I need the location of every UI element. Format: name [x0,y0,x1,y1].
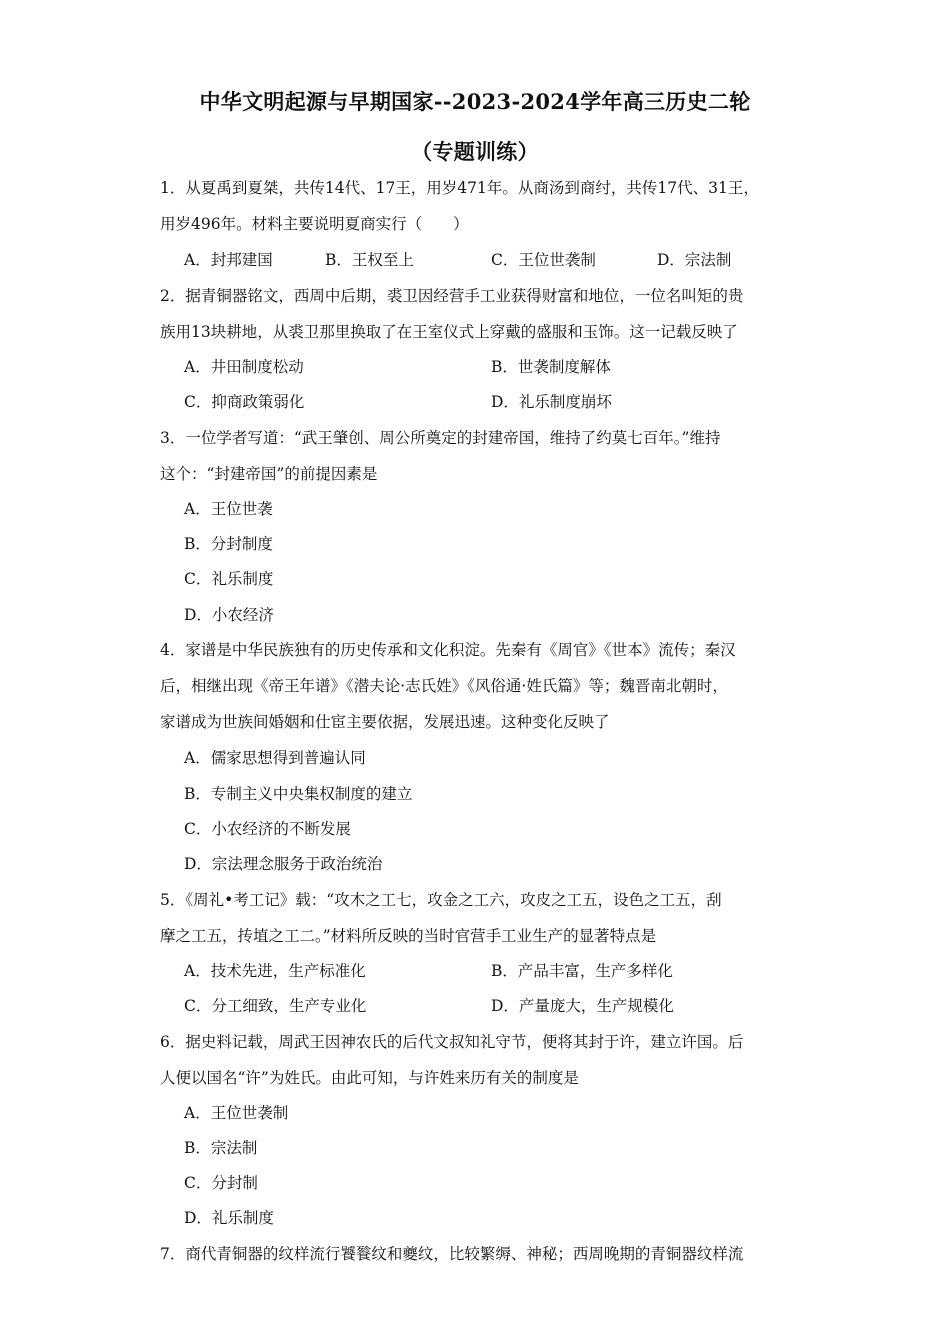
question-3-option-b: B．分封制度 [184,535,273,553]
question-1-line-2: 用岁496年。材料主要说明夏商实行（ ） [160,215,469,233]
question-3-option-a: A．王位世袭 [184,500,273,518]
question-6-line-2: 人便以国名“许”为姓氏。由此可知，与许姓来历有关的制度是 [160,1069,579,1087]
question-1-option-c: C．王位世袭制 [491,251,596,269]
question-3-option-c: C．礼乐制度 [184,570,274,588]
question-6-option-c: C．分封制 [184,1174,258,1192]
question-1-option-a: A．封邦建国 [184,251,273,269]
question-4-option-b: B．专制主义中央集权制度的建立 [184,785,413,803]
question-6-option-a: A．王位世袭制 [184,1104,289,1122]
question-6-line-1: 6．据史料记载，周武王因神农氏的后代文叔知礼守节，便将其封于许，建立许国。后 [160,1033,744,1051]
question-5-option-b: B．产品丰富，生产多样化 [491,962,673,980]
document-subtitle: （专题训练） [411,139,539,164]
question-2-line-2: 族用13块耕地，从裘卫那里换取了在王室仪式上穿戴的盛服和玉饰。这一记载反映了 [160,323,738,341]
question-4-option-a: A．儒家思想得到普遍认同 [184,749,366,767]
question-4-line-3: 家谱成为世族间婚姻和仕宦主要依据，发展迅速。这种变化反映了 [160,713,610,731]
question-5-option-a: A．技术先进，生产标准化 [184,962,366,980]
question-2-option-a: A．井田制度松动 [184,358,304,376]
question-3-line-1: 3．一位学者写道：“武王肇创、周公所奠定的封建帝国，维持了约莫七百年。”维持 [160,429,721,447]
document-title: 中华文明起源与早期国家--2023-2024学年高三历史二轮 [199,89,751,114]
question-5-line-1: 5．《周礼•考工记》载：“攻木之工七，攻金之工六，攻皮之工五，设色之工五，刮 [160,891,722,909]
question-3-line-2: 这个：“封建帝国”的前提因素是 [160,465,378,483]
question-5-option-d: D．产量庞大，生产规模化 [491,997,674,1015]
question-4-option-d: D．宗法理念服务于政治统治 [184,855,383,873]
question-5-option-c: C．分工细致，生产专业化 [184,997,367,1015]
question-6-option-b: B．宗法制 [184,1139,258,1157]
question-5-line-2: 摩之工五，抟埴之工二。”材料所反映的当时官营手工业生产的显著特点是 [160,927,657,945]
question-1-line-1: 1．从夏禹到夏桀，共传14代、17王，用岁471年。从商汤到商纣，共传17代、31王， [160,179,759,197]
question-3-option-d: D．小农经济 [184,606,274,624]
question-2-option-d: D．礼乐制度崩坏 [491,393,612,411]
question-1-option-d: D．宗法制 [657,251,732,269]
question-7-line-1: 7．商代青铜器的纹样流行饕餮纹和夔纹，比较繁缛、神秘；西周晚期的青铜器纹样流 [160,1245,744,1263]
question-4-line-2: 后，相继出现《帝王年谱》《潜夫论·志氏姓》《风俗通·姓氏篇》等；魏晋南北朝时， [160,677,728,695]
question-6-option-d: D．礼乐制度 [184,1209,274,1227]
question-2-option-c: C．抑商政策弱化 [184,393,305,411]
question-2-option-b: B．世袭制度解体 [491,358,611,376]
question-2-line-1: 2．据青铜器铭文，西周中后期，裘卫因经营手工业获得财富和地位，一位名叫矩的贵 [160,287,744,305]
question-4-line-1: 4．家谱是中华民族独有的历史传承和文化积淀。先秦有《周官》《世本》流传；秦汉 [160,641,736,659]
question-4-option-c: C．小农经济的不断发展 [184,820,351,838]
question-1-option-b: B．王权至上 [325,251,414,269]
